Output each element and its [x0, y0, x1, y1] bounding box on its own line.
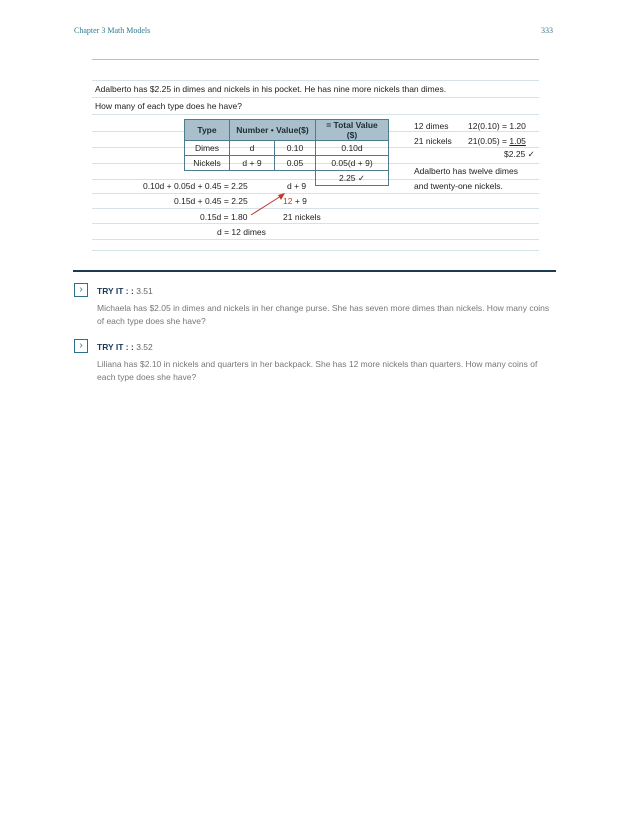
try-it-text: Michaela has $2.05 in dimes and nickels in her change purse. She has seven more dimes than nickels. How many coins of each type does she have? [97, 303, 550, 326]
cell: 0.10d [316, 141, 389, 156]
total-cell: 2.25 ✓ [316, 171, 389, 186]
cell: d + 9 [230, 156, 275, 171]
cell: 0.05(d + 9) [316, 156, 389, 171]
chevron-right-icon[interactable]: › [74, 339, 88, 353]
rule-line [92, 208, 539, 209]
check-nickels-label: 21 nickels [414, 136, 452, 146]
problem-line-1: Adalberto has $2.25 in dimes and nickels in his pocket. He has nine more nickels than dimes. [95, 84, 447, 94]
top-rule [92, 59, 539, 60]
check-nickels-calc: 21(0.05) = 1.05 [468, 136, 526, 146]
rule-line [92, 193, 539, 194]
equation-2: 0.15d + 0.45 = 2.25 [174, 196, 248, 206]
cell: d [230, 141, 275, 156]
header-type: Type [185, 120, 230, 141]
check-dimes-calc: 12(0.10) = 1.20 [468, 121, 526, 131]
page-number: 333 [541, 26, 553, 35]
coin-value-table [184, 119, 389, 186]
substitute-3: 21 nickels [283, 212, 321, 222]
section-divider [73, 270, 556, 272]
cell: Nickels [185, 156, 230, 171]
substitute-1: d + 9 [287, 181, 307, 191]
rule-line [92, 239, 539, 240]
cell: 0.05 [275, 156, 316, 171]
rule-line [92, 223, 539, 224]
rule-line [92, 250, 539, 251]
check-sum: $2.25 ✓ [504, 149, 535, 159]
try-it-heading: TRY IT : : 3.51 [97, 286, 153, 296]
try-it-text: Liliana has $2.10 in nickels and quarters in her backpack. She has 12 more nickels than quarters. How many coins of each type does she have? [97, 359, 538, 382]
table-header-row [185, 120, 389, 141]
table-row [185, 141, 389, 156]
chapter-title: Chapter 3 Math Models [74, 26, 151, 35]
rule-line [92, 97, 539, 98]
rule-line [92, 114, 539, 115]
red-arrow-icon [245, 190, 290, 220]
table-row [185, 156, 389, 171]
header-total-value: = Total Value ($) [316, 120, 389, 141]
cell: 0.10 [275, 141, 316, 156]
check-dimes-label: 12 dimes [414, 121, 449, 131]
answer-line-2: and twenty-one nickels. [414, 181, 503, 191]
equation-4: d = 12 dimes [217, 227, 266, 237]
problem-line-2: How many of each type does he have? [95, 101, 242, 111]
answer-line-1: Adalberto has twelve dimes [414, 166, 518, 176]
header-number-value: Number • Value($) [230, 120, 316, 141]
equation-3: 0.15d = 1.80 [200, 212, 248, 222]
cell: Dimes [185, 141, 230, 156]
equation-1: 0.10d + 0.05d + 0.45 = 2.25 [143, 181, 248, 191]
substitute-2: 12 + 9 [283, 196, 307, 206]
chevron-right-icon[interactable]: › [74, 283, 88, 297]
rule-line [92, 80, 539, 81]
try-it-heading: TRY IT : : 3.52 [97, 342, 153, 352]
